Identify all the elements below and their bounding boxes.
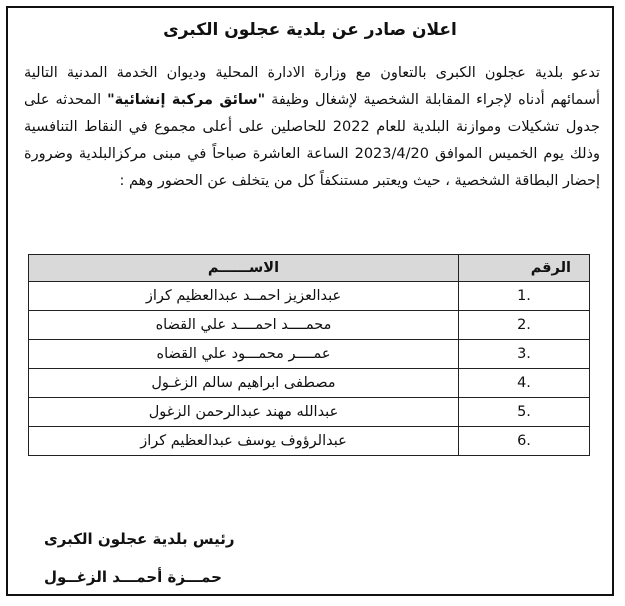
row-name: محمــــد احمــــد علي القضاه xyxy=(29,311,459,340)
table-row xyxy=(29,311,590,340)
row-name: عبدالرؤوف يوسف عبدالعظيم كراز xyxy=(29,427,459,456)
row-name: مصطفى ابراهيم سالم الزغـول xyxy=(29,369,459,398)
signatory-position: رئيس بلدية عجلون الكبرى xyxy=(44,530,235,548)
announcement-paragraph xyxy=(24,60,600,195)
row-number: 3. xyxy=(459,340,590,369)
body-rest: المحدثه على جدول تشكيلات وموازنة البلدية للعام 2022 للحاصلين على أعلى مجموع في النقاط التنافسية وذلك يوم الخميس الموافق 2023/4/20 الساعة العاشرة صباحاً في مبنى مركزالبلدية وضرورة إحضار البطاقة الشخصية ، حيث ويعتبر مستنكفاً كل من يتخلف عن الحضور وهم : xyxy=(24,92,600,189)
header-name: الاســــــم xyxy=(29,255,459,282)
row-number: 1. xyxy=(459,282,590,311)
row-number: 2. xyxy=(459,311,590,340)
table-header-row xyxy=(29,255,590,282)
job-title-highlight: "سائق مركبة إنشائية" xyxy=(107,92,266,108)
signatory-name: حمـــزة أحمـــد الزغــول xyxy=(44,568,222,586)
announcement-title: اعلان صادر عن بلدية عجلون الكبرى xyxy=(163,20,457,40)
candidates-table xyxy=(28,254,590,456)
row-name: عبدالعزيز احمــد عبدالعظيم كراز xyxy=(29,282,459,311)
table-row xyxy=(29,369,590,398)
table-row xyxy=(29,398,590,427)
candidates-table-wrap xyxy=(28,254,590,456)
table-row xyxy=(29,427,590,456)
header-number: الرقم xyxy=(459,255,590,282)
table-row xyxy=(29,282,590,311)
row-name: عمــــر محمـــود علي القضاه xyxy=(29,340,459,369)
row-number: 4. xyxy=(459,369,590,398)
table-row xyxy=(29,340,590,369)
row-number: 5. xyxy=(459,398,590,427)
announcement-body xyxy=(24,60,600,195)
body-lead: تدعو بلدية عجلون الكبرى بالتعاون مع وزارة الادارة المحلية وديوان الخدمة المدنية التالية أسمائهم أدناه لإجراء المقابلة الشخصية لإشغال وظيفة xyxy=(24,65,600,108)
announcement-document xyxy=(6,6,614,596)
row-name: عبدالله مهند عبدالرحمن الزغول xyxy=(29,398,459,427)
row-number: 6. xyxy=(459,427,590,456)
